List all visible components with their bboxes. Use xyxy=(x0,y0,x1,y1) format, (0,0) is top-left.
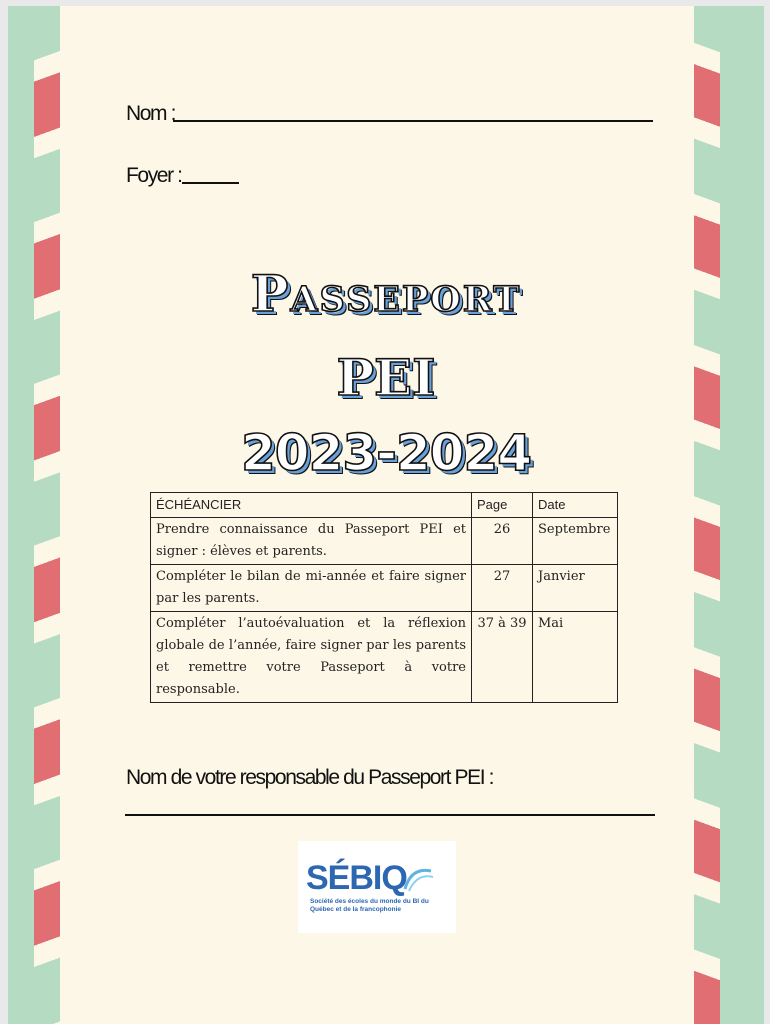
name-label: Nom : xyxy=(126,102,176,125)
cover-page xyxy=(8,6,764,1024)
title-pei: PEI xyxy=(336,348,436,407)
title-year: 2023-2024 xyxy=(240,424,532,482)
airmail-border-left xyxy=(8,6,60,1024)
foyer-field-line[interactable] xyxy=(182,182,239,184)
logo-wordmark: SÉBIQ xyxy=(306,859,407,897)
responsible-label: Nom de votre responsable du Passeport PEI : xyxy=(126,766,494,789)
date-cell: Mai xyxy=(533,612,618,703)
date-cell: Janvier xyxy=(533,565,618,612)
date-cell: Septembre xyxy=(533,518,618,565)
name-field-line[interactable] xyxy=(173,120,653,122)
table-row xyxy=(151,612,618,703)
schedule-table xyxy=(150,492,618,703)
swirl-icon xyxy=(401,863,435,897)
column-header-task: ÉCHÉANCIER xyxy=(151,493,472,518)
logo-subtitle: Société des écoles du monde du BI du Québec et de la francophonie xyxy=(310,898,429,913)
table-header-row xyxy=(151,493,618,518)
column-header-date: Date xyxy=(533,493,618,518)
sebiq-logo xyxy=(298,841,456,933)
foyer-label: Foyer : xyxy=(126,164,182,187)
task-cell: Compléter le bilan de mi-année et faire signer par les parents. xyxy=(151,565,472,612)
task-cell: Prendre connaissance du Passeport PEI et signer : élèves et parents. xyxy=(151,518,472,565)
page-cell: 27 xyxy=(472,565,533,612)
title-passeport: Passeport xyxy=(250,264,522,323)
table-row xyxy=(151,565,618,612)
column-header-page: Page xyxy=(472,493,533,518)
airmail-border-right xyxy=(694,6,764,1024)
responsible-field-line[interactable] xyxy=(125,814,655,816)
page-cell: 37 à 39 xyxy=(472,612,533,703)
page-cell: 26 xyxy=(472,518,533,565)
task-cell: Compléter l’autoévaluation et la réflexion globale de l’année, faire signer par les parents et remettre votre Passeport à votre responsable. xyxy=(151,612,472,703)
table-row xyxy=(151,518,618,565)
